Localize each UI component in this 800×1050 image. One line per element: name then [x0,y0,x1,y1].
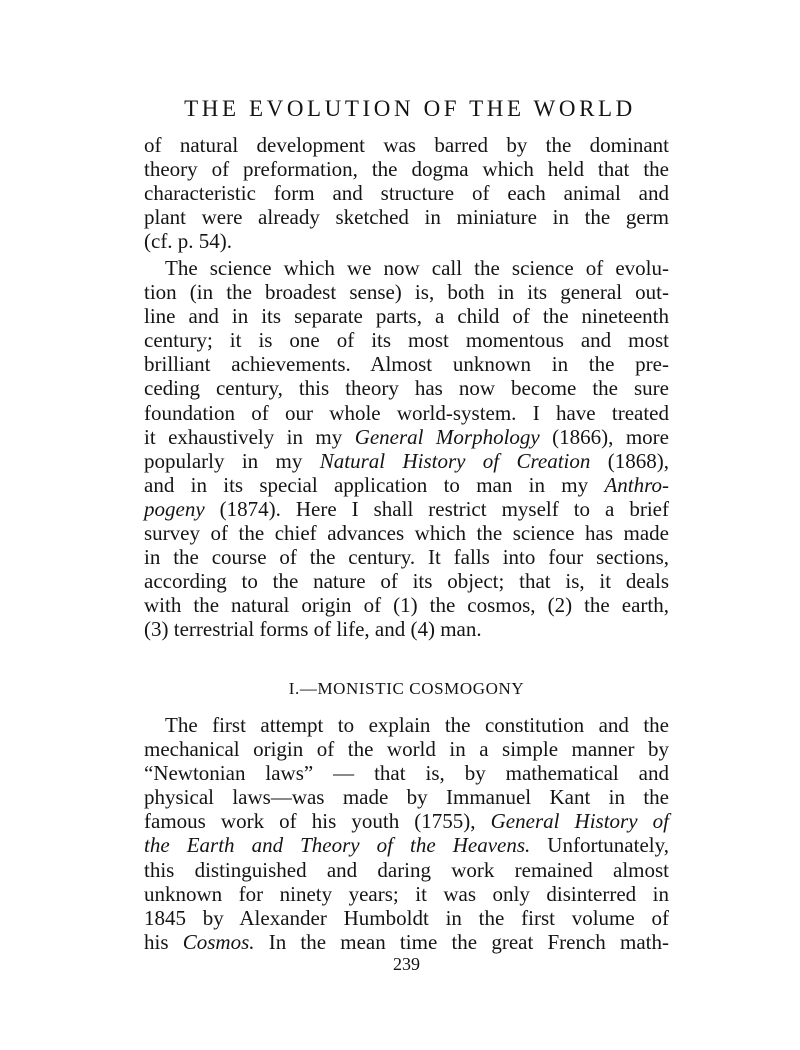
text-line: this distinguished and daring work remained almost [144,857,669,882]
text-line: according to the nature of its object; that is, it deals [144,569,669,594]
text-line: in the course of the century. It falls into four sections, [144,545,669,570]
text-run: (1866), more [539,424,669,449]
text-line [144,449,669,473]
text-line: “Newtonian laws” — that is, by mathematical and [144,761,669,786]
page-number: 239 [393,954,420,974]
text-line [144,425,669,449]
text-run: his [144,929,183,954]
book-title: Natural History of Creation [319,448,591,473]
text-line: line and in its separate parts, a child of the nineteenth [144,304,669,329]
running-head: THE EVOLUTION OF THE WORLD [184,96,636,121]
paragraph-science-of-evolution [144,256,669,642]
book-title: the Earth and Theory of the Heavens. [144,833,531,858]
text-run: In the mean time the great French math- [254,929,669,954]
text-line [144,473,669,497]
text-line: physical laws—was made by Immanuel Kant in the [144,785,669,810]
book-title: Cosmos. [182,929,255,954]
text-line: survey of the chief advances which the science has made [144,521,669,546]
text-run: it exhaustively in my [144,424,355,449]
text-line: brilliant achievements. Almost unknown in the pre- [144,352,669,377]
text-line: ceding century, this theory has now become the sure [144,376,669,401]
text-line: of natural development was barred by the dominant [144,133,669,157]
text-line: tion (in the broadest sense) is, both in its general out- [144,280,669,305]
text-line: 1845 by Alexander Humboldt in the first volume of [144,905,669,930]
text-run: Unfortunately, [530,833,669,858]
text-line: The first attempt to explain the constitution and the [165,713,669,737]
text-line [144,833,669,857]
book-title: General History of [490,809,669,834]
text-line: characteristic form and structure of each animal and [144,181,669,206]
text-run: popularly in my [144,448,320,473]
text-run: and in its special application to man in my [144,472,605,497]
book-title: pogeny [144,496,205,521]
paragraph-continuation [144,133,669,253]
text-line [144,930,669,954]
text-line: unknown for ninety years; it was only disinterred in [144,881,669,906]
text-line: foundation of our whole world-system. I have treated [144,400,669,425]
text-line: mechanical origin of the world in a simple manner by [144,737,669,762]
text-line [144,809,669,833]
text-run: (1868), [590,448,669,473]
text-run: (1874). Here I shall restrict myself to a brief [204,496,669,521]
book-title: General Morphology [354,424,540,449]
text-line [144,497,669,521]
paragraph-kant [144,713,669,954]
text-line: The science which we now call the science of evolu- [165,256,669,280]
book-title: Anthro- [604,472,669,497]
section-heading: I.—MONISTIC COSMOGONY [288,679,525,698]
text-line: with the natural origin of (1) the cosmos, (2) the earth, [144,593,669,618]
text-run: famous work of his youth (1755), [144,809,491,834]
text-line: theory of preformation, the dogma which held that the [144,157,669,182]
text-line: century; it is one of its most momentous and most [144,328,669,353]
text-line: (cf. p. 54). [144,229,233,254]
text-line: (3) terrestrial forms of life, and (4) man. [144,617,482,642]
text-line: plant were already sketched in miniature in the germ [144,205,669,230]
